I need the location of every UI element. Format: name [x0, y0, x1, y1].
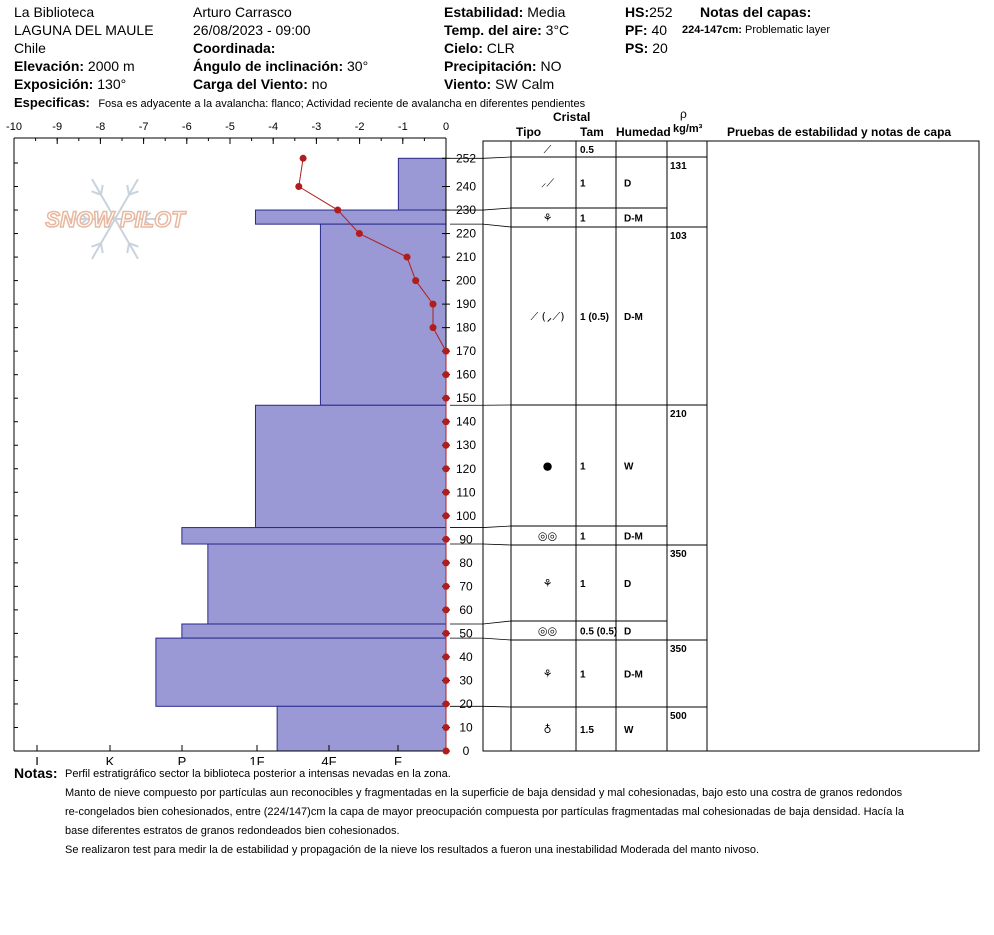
- moisture: D-M: [624, 213, 643, 225]
- density-value: 103: [670, 231, 687, 242]
- layer-note: 224-147cm: Problematic layer: [682, 24, 830, 36]
- temperature-point: [443, 630, 450, 637]
- height-tick-label: 200: [455, 273, 477, 288]
- temperature-point: [356, 230, 363, 237]
- temperature-point: [430, 301, 437, 308]
- snowpilot-logo: [45, 179, 186, 259]
- ps: PS: 20: [625, 40, 668, 56]
- height-tick-label: 110: [456, 485, 476, 500]
- grain-size: 1.5: [580, 725, 594, 736]
- site-name: La Biblioteca: [14, 4, 95, 20]
- temperature-point: [443, 724, 450, 731]
- grain-size: 1: [580, 461, 586, 473]
- height-tick-label: 140: [455, 414, 477, 429]
- temp-tick-label: -8: [95, 121, 106, 133]
- grain-type-symbol: ⚘: [542, 667, 553, 681]
- grain-type-symbol: ♁: [543, 723, 552, 736]
- crystal-table: [450, 141, 979, 751]
- height-tick-label: 100: [455, 508, 477, 523]
- grain-type-symbol: ⚘: [542, 577, 553, 590]
- temperature-point: [404, 254, 411, 261]
- temperature-point: [412, 277, 419, 284]
- hardness-tick-label: 1F: [249, 754, 265, 765]
- specifics: Especificas: Fosa es adyacente a la avalancha: flanco; Actividad reciente de avalancha en diferentes pendientes: [14, 95, 586, 110]
- temperature-point: [334, 207, 341, 214]
- country: Chile: [14, 40, 46, 56]
- coordinates: Coordinada:: [193, 40, 276, 56]
- height-tick-label: 220: [455, 226, 477, 241]
- hardness-layer: [398, 158, 446, 210]
- col-tam: Tam: [580, 125, 604, 139]
- height-tick-label: 120: [455, 461, 477, 476]
- grain-size: 1 (0.5): [580, 312, 609, 323]
- hardness-tick-label: F: [394, 754, 402, 765]
- col-cristal: Cristal: [553, 110, 591, 124]
- hardness-layer: [255, 405, 446, 527]
- temperature-point: [443, 677, 450, 684]
- moisture: D: [624, 626, 632, 638]
- layer-notes-title: Notas del capas:: [700, 4, 812, 20]
- snowflake-branch: [101, 185, 103, 195]
- datetime: 26/08/2023 - 09:00: [193, 22, 311, 38]
- hs: HS:252: [625, 4, 673, 20]
- slope-angle: Ángulo de inclinación: 30°: [193, 58, 369, 74]
- height-tick-label: 130: [455, 438, 477, 453]
- moisture: D-M: [624, 312, 643, 323]
- temp-tick-label: 0: [442, 121, 450, 133]
- hardness-tick-label: 4F: [321, 754, 337, 765]
- temp-tick-label: -10: [6, 121, 22, 133]
- temperature-point: [443, 653, 450, 660]
- temperature-point: [443, 348, 450, 355]
- height-tick-label: 252: [455, 151, 477, 166]
- density-value: 500: [670, 711, 687, 722]
- height-tick-label: 240: [455, 179, 477, 194]
- height-tick-label: 210: [455, 250, 477, 265]
- notes-line-2: Manto de nieve compuesto por partículas aun reconocibles y fragmentadas en la superficie de baja densidad y mal cohesionadas, bajo esto una costra de granos redondos: [65, 787, 903, 799]
- height-tick-label: 30: [459, 673, 473, 688]
- height-tick-label: 80: [459, 555, 473, 570]
- table-frame: [483, 141, 979, 751]
- notes-line-4: base diferentes estratos de granos redondeados bien cohesionados.: [65, 825, 400, 837]
- temperature-point: [430, 324, 437, 331]
- temperature-point: [443, 700, 450, 707]
- site-location: LAGUNA DEL MAULE: [14, 22, 154, 38]
- density-value: 131: [670, 161, 687, 172]
- height-tick-label: 190: [455, 297, 477, 312]
- temp-tick-label: -9: [52, 121, 63, 133]
- height-tick-label: 0: [462, 744, 470, 758]
- temperature-point: [295, 183, 302, 190]
- temperature-point: [443, 371, 450, 378]
- temp-tick-label: -6: [181, 121, 192, 133]
- hardness-layer: [182, 528, 446, 544]
- height-tick-label: 20: [459, 696, 473, 711]
- grain-type-symbol: ◎◎: [537, 624, 558, 638]
- hardness-layer: [156, 638, 446, 706]
- sky: Cielo: CLR: [444, 40, 515, 56]
- height-tick-label: 180: [455, 320, 477, 335]
- moisture: D-M: [624, 531, 643, 543]
- height-tick-label: 150: [455, 391, 477, 406]
- temperature-point: [443, 583, 450, 590]
- height-tick-label: 10: [459, 720, 473, 735]
- temperature-point: [443, 606, 450, 613]
- exposure: Exposición: 130°: [14, 76, 127, 92]
- precipitation: Precipitación: NO: [444, 58, 562, 74]
- observer: Arturo Carrasco: [193, 4, 292, 20]
- hardness-layers: [156, 158, 446, 751]
- grain-size: 0.5: [580, 145, 594, 156]
- stability: Estabilidad: Media: [444, 4, 566, 20]
- height-tick-label: 60: [459, 602, 473, 617]
- temperature-point: [443, 465, 450, 472]
- temperature-point: [443, 512, 450, 519]
- hardness-layer: [277, 706, 446, 751]
- snowflake-branch: [127, 243, 129, 253]
- snowflake-branch: [127, 185, 129, 195]
- wind-load: Carga del Viento: no: [193, 76, 328, 92]
- grain-size: 1: [580, 669, 586, 681]
- hardness-tick-label: P: [177, 754, 187, 765]
- hardness-tick-label: K: [105, 754, 115, 765]
- density-value: 210: [670, 409, 687, 420]
- temperature-point: [443, 442, 450, 449]
- moisture: D: [624, 579, 632, 590]
- grain-size: 1: [580, 579, 586, 590]
- height-tick-label: 50: [459, 626, 473, 641]
- wind: Viento: SW Calm: [444, 76, 555, 92]
- layer-connector: [450, 621, 511, 624]
- grain-size: 1: [580, 178, 586, 190]
- density-value: 350: [670, 644, 687, 655]
- temperature-point: [300, 155, 307, 162]
- temperature-point: [443, 536, 450, 543]
- grain-type-symbol: ⚘: [542, 211, 553, 225]
- height-tick-label: 90: [459, 532, 473, 547]
- temp-tick-label: -7: [138, 121, 149, 133]
- grain-type-symbol: ●: [542, 459, 553, 473]
- density-value: 350: [670, 549, 687, 560]
- air-temp: Temp. del aire: 3°C: [444, 22, 570, 38]
- logo-text: SNOW PILOT: [45, 207, 185, 232]
- pf: PF: 40: [625, 22, 668, 38]
- snowflake-branch: [101, 243, 103, 253]
- height-tick-label: 160: [455, 367, 477, 382]
- notes-line-3: re-congelados bien cohesionados, entre (224/147)cm la capa de mayor preocupación compuesta por partículas fragmentadas mal cohesionadas de baja densidad. Hacía la: [65, 806, 904, 818]
- grain-size: 1: [580, 213, 586, 225]
- height-tick-label: 170: [455, 344, 477, 359]
- moisture: D-M: [624, 669, 643, 681]
- height-tick-label: 40: [459, 649, 473, 664]
- height-tick-label: 230: [455, 203, 477, 218]
- temperature-point: [443, 418, 450, 425]
- temperature-point: [443, 748, 450, 755]
- notes-line-5: Se realizaron test para medir la de estabilidad y propagación de la nieve los resultados a fueron una inestabilidad Moderada del manto nivoso.: [65, 844, 760, 856]
- temperature-point: [443, 559, 450, 566]
- moisture: W: [624, 725, 634, 736]
- temperature-point: [443, 395, 450, 402]
- moisture: D: [624, 178, 632, 190]
- temp-tick-label: -3: [311, 121, 322, 133]
- temp-tick-label: -5: [225, 121, 235, 133]
- hardness-layer: [255, 210, 446, 224]
- grain-type-symbol: ⟋ (⸝⟋): [530, 310, 565, 323]
- temperature-point: [443, 489, 450, 496]
- notes-label: Notas:: [14, 765, 58, 781]
- temp-tick-label: -2: [354, 121, 365, 133]
- height-tick-label: 70: [459, 579, 473, 594]
- hardness-layer: [320, 224, 446, 405]
- moisture: W: [624, 461, 634, 473]
- hardness-layer: [208, 544, 446, 624]
- hardness-layer: [182, 624, 446, 638]
- elevation: Elevación: 2000 m: [14, 58, 135, 74]
- notes-line-1: Perfil estratigráfico sector la biblioteca posterior a intensas nevadas en la zona.: [65, 768, 451, 780]
- hardness-tick-label: I: [35, 754, 39, 765]
- layer-connector: [450, 526, 511, 528]
- temp-tick-label: -1: [397, 121, 408, 133]
- col-rho-unit: kg/m³: [673, 123, 703, 135]
- grain-type-symbol: ⸝⟋: [540, 176, 555, 190]
- col-rho: ρ: [680, 107, 687, 121]
- grain-type-symbol: ⟋: [543, 143, 552, 156]
- grain-size: 1: [580, 531, 586, 543]
- col-humedad: Humedad: [616, 125, 671, 139]
- col-tipo: Tipo: [516, 125, 542, 139]
- col-tests: Pruebas de estabilidad y notas de capa: [727, 125, 952, 139]
- temp-tick-label: -4: [268, 121, 279, 133]
- grain-type-symbol: ◎◎: [537, 529, 558, 543]
- grain-size: 0.5 (0.5): [580, 626, 618, 638]
